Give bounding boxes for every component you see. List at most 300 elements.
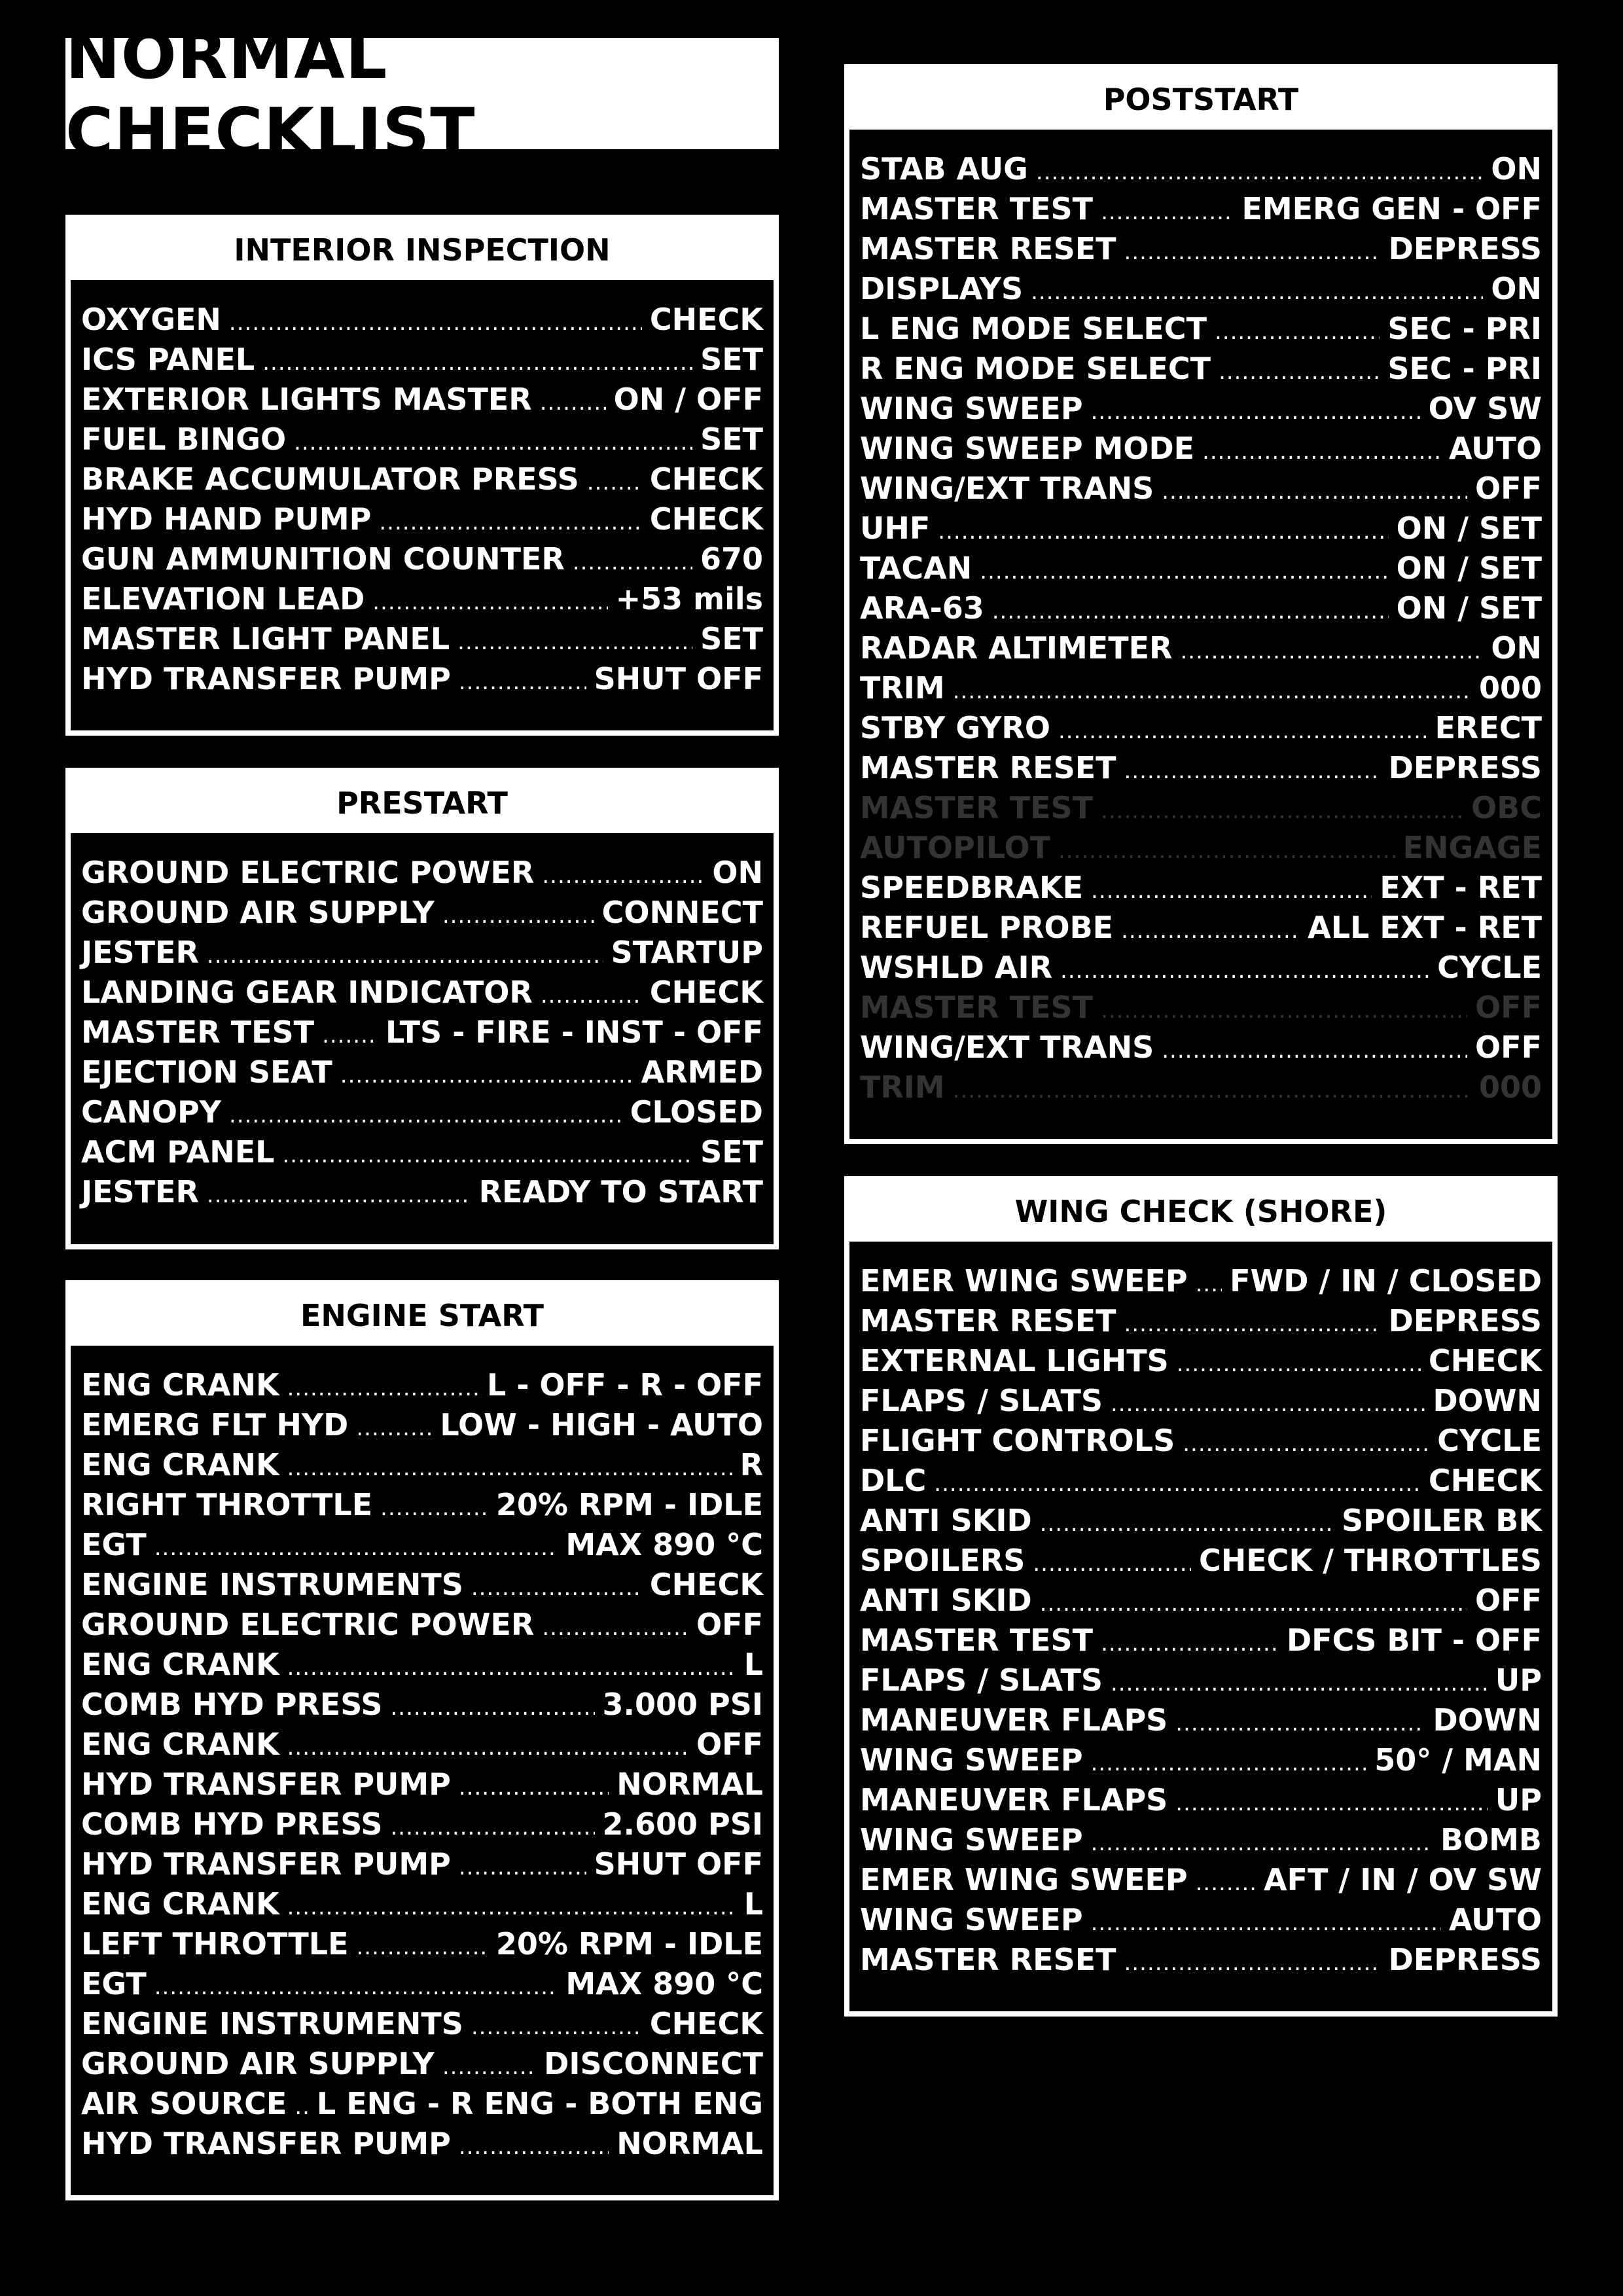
dot-leader [471, 1568, 642, 1608]
item-label: COMB HYD PRESS [81, 1806, 383, 1842]
checklist-row [860, 588, 1542, 628]
checklist-row [81, 1844, 763, 1884]
item-label: MASTER TEST [860, 990, 1094, 1025]
dot-leader [934, 1464, 1421, 1504]
item-value: CHECK [649, 302, 763, 337]
item-label: WING SWEEP [860, 1822, 1083, 1857]
dot-leader [992, 592, 1389, 632]
item-label: STAB AUG [860, 151, 1028, 187]
dot-leader [573, 543, 692, 583]
checklist-row [81, 1052, 763, 1092]
checklist-row [860, 908, 1542, 948]
dot-leader [459, 1848, 586, 1888]
dot-leader [1215, 312, 1380, 352]
checklist-row [860, 668, 1542, 708]
item-label: FUEL BINGO [81, 422, 287, 457]
item-value: SET [700, 621, 763, 656]
checklist-row [81, 2004, 763, 2044]
checklist-row [81, 1725, 763, 1765]
checklist-items [849, 1242, 1552, 1980]
item-label: MASTER TEST [81, 1014, 315, 1050]
item-label: RADAR ALTIMETER [860, 630, 1173, 666]
item-label: MANEUVER FLAPS [860, 1782, 1168, 1818]
item-value: OFF [1475, 990, 1542, 1025]
item-label: CANOPY [81, 1094, 221, 1130]
dot-leader [262, 343, 692, 383]
checklist-row [81, 1765, 763, 1804]
dot-leader [953, 672, 1471, 711]
checklist-row [860, 1900, 1542, 1940]
item-value: CONNECT [601, 895, 763, 930]
section-title: INTERIOR INSPECTION [71, 220, 774, 280]
item-label: EMER WING SWEEP [860, 1862, 1188, 1897]
item-value: L - OFF - R - OFF [487, 1367, 763, 1403]
item-value: DEPRESS [1388, 1942, 1542, 1977]
item-label: AUTOPILOT [860, 830, 1051, 865]
checklist-row [81, 1605, 763, 1645]
dot-leader [372, 583, 607, 622]
checklist-row [81, 459, 763, 499]
dot-leader [294, 2087, 309, 2127]
checklist-row [81, 933, 763, 973]
dot-leader [287, 1888, 736, 1928]
checklist-row [860, 948, 1542, 988]
item-value: CHECK / THROTTLES [1199, 1543, 1542, 1578]
item-value: AUTO [1448, 1902, 1542, 1937]
item-label: COMB HYD PRESS [81, 1687, 383, 1722]
checklist-row [81, 1685, 763, 1725]
item-value: 670 [700, 541, 763, 577]
checklist-row [860, 1820, 1542, 1860]
item-value: OFF [696, 1727, 763, 1762]
item-label: EJECTION SEAT [81, 1054, 332, 1090]
dot-leader [229, 303, 642, 343]
checklist-row [860, 1860, 1542, 1900]
item-label: ENG CRANK [81, 1886, 279, 1922]
item-label: ENG CRANK [81, 1647, 279, 1682]
item-value: BOMB [1440, 1822, 1542, 1857]
item-value: 000 [1478, 670, 1542, 706]
item-value: ON / SET [1396, 550, 1542, 586]
dot-leader [1177, 1344, 1421, 1384]
item-value: AUTO [1448, 431, 1542, 466]
checklist-row [860, 1740, 1542, 1780]
item-label: TRIM [860, 670, 945, 706]
dot-leader [207, 936, 603, 976]
item-value: DEPRESS [1388, 750, 1542, 785]
dot-leader [1124, 232, 1381, 272]
checklist-row [860, 509, 1542, 548]
checklist-row [860, 868, 1542, 908]
item-value: EXT - RET [1380, 870, 1542, 905]
item-label: HYD TRANSFER PUMP [81, 1767, 451, 1802]
item-value: OFF [696, 1607, 763, 1642]
item-label: GROUND ELECTRIC POWER [81, 1607, 535, 1642]
item-value: ON [1491, 151, 1542, 187]
checklist-row [860, 1541, 1542, 1581]
item-value: +53 mils [615, 581, 763, 617]
item-label: ENG CRANK [81, 1727, 279, 1762]
item-label: AIR SOURCE [81, 2086, 287, 2121]
item-label: MASTER RESET [860, 1942, 1116, 1977]
item-label: WSHLD AIR [860, 950, 1053, 985]
dot-leader [340, 1056, 633, 1096]
item-value: CLOSED [630, 1094, 763, 1130]
checklist-items [71, 1346, 774, 2164]
section-title: POSTSTART [849, 69, 1552, 130]
dot-leader [357, 1928, 488, 1967]
item-value: R [740, 1447, 763, 1482]
item-value: STARTUP [611, 935, 763, 970]
checklist-row [860, 1067, 1542, 1107]
dot-leader [1091, 1744, 1367, 1784]
checklist-row [81, 619, 763, 659]
item-label: MASTER RESET [860, 231, 1116, 266]
checklist-row [860, 748, 1542, 788]
item-label: WING SWEEP [860, 1742, 1083, 1778]
dot-leader [1121, 911, 1300, 951]
item-label: WING/EXT TRANS [860, 471, 1154, 506]
checklist-row [81, 2124, 763, 2164]
item-value: UP [1495, 1662, 1542, 1698]
checklist-row [81, 1565, 763, 1605]
dot-leader [1033, 1544, 1191, 1584]
item-label: WING/EXT TRANS [860, 1030, 1154, 1065]
item-value: CHECK [1428, 1463, 1542, 1498]
item-label: FLIGHT CONTROLS [860, 1423, 1175, 1458]
checklist-row [860, 1261, 1542, 1301]
item-label: ENGINE INSTRUMENTS [81, 2006, 463, 2041]
checklist-row [860, 429, 1542, 469]
item-label: GROUND AIR SUPPLY [81, 895, 435, 930]
checklist-row [860, 628, 1542, 668]
item-value: 20% RPM - IDLE [495, 1926, 763, 1962]
checklist-row [81, 1365, 763, 1405]
item-label: STBY GYRO [860, 710, 1050, 745]
checklist-row [81, 853, 763, 893]
checklist-row [81, 1884, 763, 1924]
checklist-row [81, 1013, 763, 1052]
dot-leader [540, 383, 606, 423]
checklist-row [81, 300, 763, 340]
dot-leader [379, 503, 642, 543]
item-value: UP [1495, 1782, 1542, 1818]
checklist-row [860, 988, 1542, 1028]
checklist-row [860, 1700, 1542, 1740]
checklist-row [860, 708, 1542, 748]
item-label: HYD TRANSFER PUMP [81, 1846, 451, 1882]
dot-leader [322, 1016, 378, 1056]
checklist-row [860, 269, 1542, 309]
dot-leader [1219, 352, 1380, 392]
item-value: ENGAGE [1402, 830, 1542, 865]
item-label: RIGHT THROTTLE [81, 1487, 373, 1522]
item-value: 20% RPM - IDLE [495, 1487, 763, 1522]
item-label: MASTER TEST [860, 1623, 1094, 1658]
dot-leader [1091, 1903, 1441, 1943]
checklist-row [860, 469, 1542, 509]
dot-leader [1162, 472, 1467, 512]
checklist-row [860, 1621, 1542, 1660]
dot-leader [1175, 1704, 1425, 1744]
item-value: SET [700, 342, 763, 377]
item-label: MASTER TEST [860, 191, 1094, 226]
checklist-row [860, 1341, 1542, 1381]
checklist-row [81, 1924, 763, 1964]
checklist-row [860, 828, 1542, 868]
checklist-row [81, 1964, 763, 2004]
item-label: ACM PANEL [81, 1134, 275, 1170]
dot-leader [1091, 871, 1372, 911]
item-label: MASTER TEST [860, 790, 1094, 825]
dot-leader [457, 622, 692, 662]
checklist-row [81, 2084, 763, 2124]
item-label: HYD TRANSFER PUMP [81, 661, 451, 696]
dot-leader [287, 1448, 732, 1488]
item-value: ON [1491, 271, 1542, 306]
item-label: EXTERIOR LIGHTS MASTER [81, 382, 532, 417]
item-value: 3.000 PSI [602, 1687, 763, 1722]
item-value: CYCLE [1437, 950, 1542, 985]
dot-leader [471, 2007, 642, 2047]
dot-leader [1040, 1504, 1334, 1544]
item-value: SEC - PRI [1387, 351, 1542, 386]
checklist-row [81, 1645, 763, 1685]
dot-leader [938, 512, 1388, 552]
checklist-row [860, 1501, 1542, 1541]
item-label: MASTER RESET [860, 750, 1116, 785]
item-label: FLAPS / SLATS [860, 1662, 1103, 1698]
item-label: EXTERNAL LIGHTS [860, 1343, 1169, 1378]
dot-leader [1091, 392, 1421, 432]
dot-leader [542, 856, 704, 896]
checklist-row [81, 893, 763, 933]
dot-leader [1124, 751, 1381, 791]
dot-leader [1036, 152, 1483, 192]
checklist-row [860, 349, 1542, 389]
checklist-row [860, 1028, 1542, 1067]
item-value: DOWN [1433, 1383, 1542, 1418]
item-value: MAX 890 °C [565, 1527, 763, 1562]
item-label: GROUND AIR SUPPLY [81, 2046, 435, 2081]
item-label: MASTER RESET [860, 1303, 1116, 1338]
item-label: LANDING GEAR INDICATOR [81, 975, 533, 1010]
dot-leader [356, 1408, 432, 1448]
item-label: SPEEDBRAKE [860, 870, 1084, 905]
dot-leader [154, 1967, 558, 2007]
item-label: WING SWEEP MODE [860, 431, 1195, 466]
item-value: OFF [1475, 1030, 1542, 1065]
dot-leader [1180, 632, 1483, 672]
item-label: FLAPS / SLATS [860, 1383, 1103, 1418]
item-label: ARA-63 [860, 590, 984, 626]
item-value: ERECT [1435, 710, 1542, 745]
checklist-row [81, 1804, 763, 1844]
dot-leader [459, 1768, 609, 1808]
dot-leader [1124, 1304, 1381, 1344]
item-label: HYD HAND PUMP [81, 501, 372, 537]
checklist-row [81, 1172, 763, 1212]
item-value: 50° / MAN [1374, 1742, 1542, 1778]
item-value: OFF [1475, 471, 1542, 506]
item-value: OFF [1475, 1583, 1542, 1618]
section-title: WING CHECK (SHORE) [849, 1181, 1552, 1242]
checklist-row [860, 1421, 1542, 1461]
checklist-row [860, 548, 1542, 588]
dot-leader [282, 1136, 692, 1175]
item-value: L [743, 1647, 763, 1682]
item-value: NORMAL [616, 2126, 763, 2161]
checklist-row [860, 189, 1542, 229]
dot-leader [154, 1528, 558, 1568]
checklist-row [860, 1940, 1542, 1980]
item-value: 000 [1478, 1069, 1542, 1105]
checklist-row [860, 1780, 1542, 1820]
item-value: ON [1491, 630, 1542, 666]
item-label: ANTI SKID [860, 1503, 1032, 1538]
item-label: TACAN [860, 550, 972, 586]
dot-leader [442, 896, 594, 936]
checklist-row [860, 788, 1542, 828]
item-label: WING SWEEP [860, 1902, 1083, 1937]
dot-leader [1091, 1823, 1433, 1863]
checklist-row [81, 1405, 763, 1445]
item-label: EMER WING SWEEP [860, 1263, 1188, 1299]
item-value: ON / SET [1396, 590, 1542, 626]
item-value: 2.600 PSI [602, 1806, 763, 1842]
dot-leader [1101, 1624, 1279, 1664]
dot-leader [541, 976, 642, 1016]
dot-leader [1124, 1943, 1381, 1983]
dot-leader [390, 1688, 594, 1728]
item-label: ENG CRANK [81, 1447, 279, 1482]
item-label: WING SWEEP [860, 391, 1083, 426]
dot-leader [294, 423, 692, 463]
checklist-row [81, 1092, 763, 1132]
item-label: ENG CRANK [81, 1367, 279, 1403]
dot-leader [980, 552, 1388, 592]
page-title: NORMAL CHECKLIST [65, 38, 779, 149]
dot-leader [459, 2127, 609, 2167]
dot-leader [1175, 1784, 1488, 1823]
item-label: ELEVATION LEAD [81, 581, 365, 617]
item-value: CYCLE [1437, 1423, 1542, 1458]
item-value: CHECK [649, 501, 763, 537]
item-label: L ENG MODE SELECT [860, 311, 1207, 346]
item-value: CHECK [1428, 1343, 1542, 1378]
item-value: ALL EXT - RET [1308, 910, 1542, 945]
dot-leader [1040, 1584, 1467, 1624]
dot-leader [1101, 991, 1467, 1031]
item-label: HYD TRANSFER PUMP [81, 2126, 451, 2161]
checklist-row [860, 229, 1542, 269]
checklist-row [860, 309, 1542, 349]
dot-leader [287, 1369, 479, 1408]
item-value: SHUT OFF [594, 661, 763, 696]
item-value: AFT / IN / OV SW [1263, 1862, 1542, 1897]
item-value: ON / SET [1396, 511, 1542, 546]
checklist-row [860, 389, 1542, 429]
checklist-items [849, 130, 1552, 1107]
checklist-row [81, 539, 763, 579]
item-label: ICS PANEL [81, 342, 255, 377]
checklist-row [860, 1660, 1542, 1700]
dot-leader [380, 1488, 488, 1528]
item-value: LTS - FIRE - INST - OFF [385, 1014, 763, 1050]
item-value: CHECK [649, 1567, 763, 1602]
checklist-row [81, 340, 763, 380]
item-label: MASTER LIGHT PANEL [81, 621, 450, 656]
checklist-row [81, 499, 763, 539]
item-value: NORMAL [616, 1767, 763, 1802]
checklist-row [860, 1381, 1542, 1421]
dot-leader [542, 1608, 688, 1648]
dot-leader [1058, 831, 1395, 871]
section-title: PRESTART [71, 773, 774, 833]
dot-leader [587, 463, 642, 503]
checklist-row [81, 1525, 763, 1565]
item-value: ARMED [641, 1054, 763, 1090]
item-label: JESTER [81, 935, 199, 970]
checklist-row [81, 973, 763, 1013]
item-label: R ENG MODE SELECT [860, 351, 1211, 386]
item-value: SEC - PRI [1387, 311, 1542, 346]
item-value: L ENG - R ENG - BOTH ENG [316, 2086, 763, 2121]
item-value: SPOILER BK [1342, 1503, 1542, 1538]
item-value: CHECK [649, 461, 763, 497]
dot-leader [287, 1728, 688, 1768]
dot-leader [207, 1175, 471, 1215]
item-label: GROUND ELECTRIC POWER [81, 855, 535, 890]
dot-leader [1101, 192, 1234, 232]
dot-leader [1031, 272, 1483, 312]
checklist-items [71, 280, 774, 699]
item-value: MAX 890 °C [565, 1966, 763, 2001]
prestart-panel [65, 768, 779, 1249]
checklist-row [81, 380, 763, 420]
dot-leader [1183, 1424, 1429, 1464]
item-label: OXYGEN [81, 302, 221, 337]
item-value: LOW - HIGH - AUTO [440, 1407, 763, 1443]
item-label: EGT [81, 1527, 147, 1562]
dot-leader [442, 2047, 536, 2087]
item-value: L [743, 1886, 763, 1922]
item-label: DLC [860, 1463, 927, 1498]
item-label: SPOILERS [860, 1543, 1026, 1578]
dot-leader [287, 1648, 736, 1688]
checklist-row [81, 2044, 763, 2084]
checklist-row [860, 1581, 1542, 1621]
item-value: SET [700, 422, 763, 457]
checklist-row [860, 149, 1542, 189]
item-label: BRAKE ACCUMULATOR PRESS [81, 461, 579, 497]
checklist-items [71, 833, 774, 1212]
item-label: DISPLAYS [860, 271, 1024, 306]
checklist-row [860, 1301, 1542, 1341]
item-label: EMERG FLT HYD [81, 1407, 349, 1443]
checklist-row [81, 420, 763, 459]
item-value: SHUT OFF [594, 1846, 763, 1882]
item-value: SET [700, 1134, 763, 1170]
item-value: OV SW [1428, 391, 1542, 426]
item-value: CHECK [649, 975, 763, 1010]
item-value: DFCS BIT - OFF [1287, 1623, 1542, 1658]
dot-leader [1196, 1863, 1256, 1903]
item-label: ENGINE INSTRUMENTS [81, 1567, 463, 1602]
section-title: ENGINE START [71, 1285, 774, 1346]
item-value: EMERG GEN - OFF [1241, 191, 1542, 226]
item-value: DEPRESS [1388, 1303, 1542, 1338]
